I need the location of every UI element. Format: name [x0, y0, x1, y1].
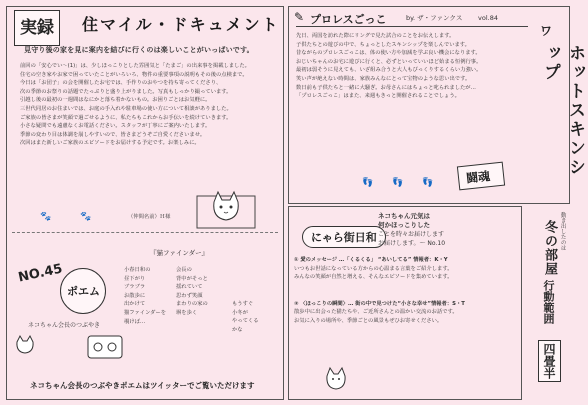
left-body-line: 三世代同居のお住まいでは、お庭の手入れや駐車場の使い方について相談がありました。: [20, 105, 232, 112]
left-body-line: 季節の変わり目は体調を崩しやすいので、皆さまどうぞご自愛くださいませ。: [20, 131, 206, 138]
page-title: 住マイル・ドキュメント: [82, 15, 280, 34]
poem-col3: [232, 300, 276, 334]
neko-intro-line: ことを時々お届けします: [378, 231, 445, 238]
title-underline: [296, 26, 528, 27]
footprint-icon: 👣: [392, 178, 404, 188]
poem-line: 昼下がり: [124, 275, 146, 282]
divider: [12, 232, 278, 233]
paw-icon: 🐾: [40, 212, 52, 222]
book-illustration: [86, 330, 124, 360]
left-body-line: ご家族の皆さまが笑顔で過ごせるように、私たちもこれからお手伝いを続けていきます。: [20, 114, 232, 121]
article-line: おじいちゃんのお宅に遊びに行くと、必ずといっていいほど始まる恒例行事。: [296, 58, 482, 65]
toukon-badge: [457, 162, 505, 191]
left-body-line: 前回の「安心でい〜(1)」は、少しほっこりとした雰囲気と「たまご」の出来事を掲載しました。: [20, 63, 250, 69]
column-author: by. ザ・ファンクス: [406, 14, 463, 22]
poem-line: 小冬が: [232, 309, 248, 316]
left-subtitle: 見守り後の家を見に案内を結びに行くのは楽しいことがいっぱいです。: [24, 46, 254, 54]
poem-line: 猫ファインダーを: [124, 309, 167, 316]
poem-caption: ネコちゃん会長のつぶやき: [28, 322, 101, 329]
poem-line: ブラブラ: [124, 284, 146, 291]
neko-item: ① 愛のメッセージ …「くるくる」 “あいしてる” 情報者：K・Y: [294, 257, 448, 263]
poem-line: 背中がそっと: [176, 275, 208, 282]
vertical-title-ruby: ワ: [540, 24, 553, 38]
poem-line: 会長の: [176, 267, 192, 273]
left-body-line: 住宅の空き家やお家で困っていたことがいろいろ、物件の重要事項の説明もその後の点検まで。: [20, 71, 248, 78]
neko-item: いつもお世話になっている方からの心温まる言葉をご紹介します。: [294, 265, 453, 272]
poem-line: 塀を歩く: [176, 309, 198, 316]
neko-intro-line: ネコちゃん元気は: [378, 212, 430, 220]
poem-line: かな: [232, 326, 243, 333]
left-signature: （仲間名前）Ｈ様: [128, 214, 171, 220]
neko-intro-line: お届けします。〜 No.10: [378, 240, 446, 247]
column-volume: vol.84: [478, 14, 498, 22]
article-line: 笑い声が絶えない時間は、家族みんなにとって宝物のような思い出です。: [296, 75, 471, 82]
poem-line: 出かけて: [124, 301, 146, 308]
poem-line: お散歩に: [124, 292, 146, 299]
winter-title: 冬の部屋: [542, 220, 557, 276]
poem-header: 『猫ファインダー』: [150, 249, 209, 257]
column-title: プロレスごっこ: [310, 13, 387, 26]
poem-line: 小春日和の: [124, 267, 151, 273]
neko-intro-line: 何かほっこりした: [378, 221, 430, 229]
neko-item: お気に入りの場所や、季節ごとの風景もぜひお寄せください。: [294, 317, 443, 324]
paw-icon: 🐾: [80, 212, 92, 222]
winter-tag: 四畳半: [538, 340, 561, 382]
neko-item: 散歩中に出会った猫たちや、ご近所さんとの温かい交流のお話です。: [294, 309, 458, 316]
cat-illustration: [196, 182, 256, 230]
article-line: 先日、両国を訪れた際にリングで見た試合のことをお伝えします。: [296, 33, 455, 39]
neko-intro: [378, 212, 518, 248]
vertical-title-text: ホットスキンシップ: [540, 44, 585, 177]
winter-section: [524, 206, 568, 398]
pencil-icon: ✎: [294, 10, 305, 24]
left-body-line: 引越し後の最初の一週間はなにかと落ち着かないもの。お困りごとはお気軽に。: [20, 97, 211, 104]
left-body: [20, 62, 278, 148]
article-line: 最初は弱そうに見えても、いざ組み合うと大人もびっくりするくらい力強い。: [296, 67, 482, 74]
article-line: 子供たちとの遊びの中で、ちょっとしたスキンシップを楽しんでいます。: [296, 41, 470, 48]
cat-peeking-icon: [324, 366, 348, 396]
left-body-line: 次回はまた新しいご家族のエピソードをお届けする予定です。お楽しみに。: [20, 140, 200, 147]
poem-col2: [176, 266, 224, 318]
neko-item: みんなの笑顔が自然と増える、そんなエピソードを集めています。: [294, 274, 453, 281]
footprint-icon: 👣: [422, 178, 434, 188]
poem-line: もうすぐ: [232, 301, 254, 307]
cat-small-icon: [14, 334, 36, 360]
left-body-line: 次の季節のお祭りの話題でたっぷりと盛り上がりました。写真もしっかり撮っています。: [20, 88, 232, 95]
article-line: 数日前も子供たちと一緒に大騒ぎ。お母さんにはちょっと叱られましたが…: [296, 84, 476, 91]
poem-stamp-text: ポエム: [67, 285, 100, 298]
poem-stamp: [60, 268, 106, 314]
left-body-line: 小さな疑問でも遠慮なくお電話ください。スタッフが丁寧にご案内いたします。: [20, 123, 211, 130]
neko-item: ② 〈ほっこりの瞬間〉… 街の中で見つけた“小さな幸せ”情報者：S・T: [294, 300, 465, 307]
poem-line: 揺れていて: [176, 284, 203, 291]
poem-number: NO.45: [16, 261, 64, 286]
poem-col1: [124, 266, 168, 326]
poem-footer: ネコちゃん会長のつぶやきポエムはツイッターでご覧いただけます: [30, 381, 255, 390]
winter-sub: 行動範囲: [542, 280, 555, 324]
footprint-icon: 👣: [362, 178, 374, 188]
toukon-text: 闘魂: [465, 169, 491, 186]
right-article: [296, 32, 528, 101]
article-line: 昔ながらのプロレスごっこは、体の使い方や加減を学ぶ良い機会になります。: [296, 50, 481, 57]
vertical-title: [534, 22, 585, 192]
poem-line: やってくる: [232, 318, 259, 325]
badge-jitsuroku: 実録: [14, 10, 60, 46]
neko-title: にゃら街日和: [302, 226, 386, 248]
neko-items: [294, 256, 516, 326]
poem-line: 覗けば…: [124, 318, 146, 325]
poem-line: まわりの家の: [176, 301, 208, 308]
winter-note: 動き出したのは: [559, 212, 566, 251]
left-body-line: 今日は「お団子」の会を開催したお宅では、手作りのおやつを持ち寄ってくださり、: [20, 80, 222, 87]
poem-line: 思わず笑顔: [176, 292, 203, 299]
article-line: 「プロレスごっこ」はまた、来週もきっと開催されることでしょう。: [296, 93, 460, 100]
